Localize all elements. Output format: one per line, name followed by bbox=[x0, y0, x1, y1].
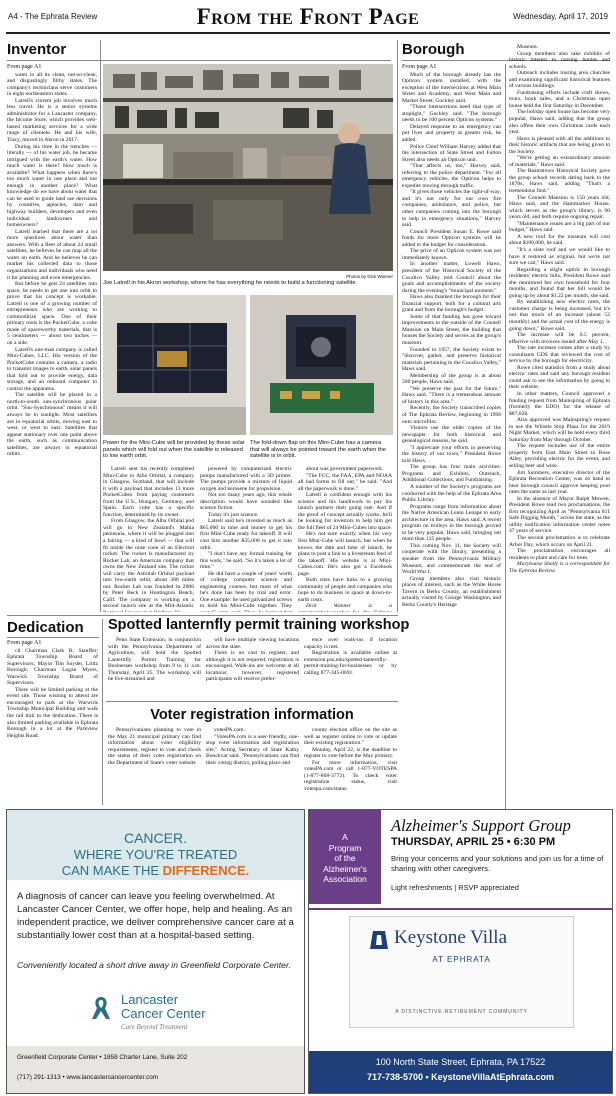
paragraph: The increase will be 0.5 percent, effective with invoices issued after May 1. bbox=[509, 332, 610, 345]
paragraph: votesPA.com. bbox=[214, 727, 245, 733]
badge-line: Program bbox=[328, 842, 362, 853]
ad-headline-1: CANCER. bbox=[123, 830, 187, 846]
paragraph: Visitors use the older copies of the newspaper for both historical and genealogical reasons, he said. bbox=[402, 425, 501, 445]
paragraph: Penn State Extension, in conjunction with the Pennsylvania Department of Agriculture, will hold the Spotted Lanternfly Permit Training for Businesses workshop from 9 to 11 a.m. Thursday, April 25. The workshop will be live-streamed and bbox=[108, 637, 201, 683]
paragraph: Jim Summers, executive director of the Ephrata Recreation Center, was on hand to hear borough council approve keeping pool rates the same as last year. bbox=[509, 469, 610, 496]
paragraph: powered by computerized electric pumps manufactured with a 3D printer. The pumps provide a mixture of liquid oxygen and kerosene for propulsion. bbox=[200, 466, 292, 492]
column-divider bbox=[102, 619, 103, 805]
paragraph: "It gives those vehicles the right-of-way, and it's not only for our own fire companies, ambulance, and police, but other companies coming into the borough to help in emergency situations," Harvey said. bbox=[402, 189, 501, 229]
program-badge-text bbox=[309, 832, 381, 885]
paragraph: cil Chairman Clark R. Stauffer; Ephrata Township Board of Supervisors; Mayor Tim Snyder, Lititz Borough; Chairman Logan Myers, Warwick Township Board of Supervisors. bbox=[7, 647, 98, 687]
paragraph: Registration is available online at extension.psu.edu/spotted-lanternfly-permit-training-for-businesses or by calling 877-345-0691. bbox=[304, 650, 397, 676]
paragraph: The group has four main activities: Programs and Exhibits, Outreach, Additional Collections, and Fundraising. bbox=[402, 464, 501, 484]
paragraph: Membership of the group is at about 500 people, Haws said. bbox=[402, 372, 501, 386]
inventor-column-3 bbox=[200, 466, 292, 612]
support-group-title: Alzheimer's Support Group bbox=[391, 816, 571, 835]
paragraph: The Reamstown Historical Society gave the group school records dating back to the 1870s, Haws said, adding "That's a tremendous find." bbox=[509, 168, 610, 195]
dedication-body bbox=[7, 640, 98, 800]
paragraph: Council President Susan E. Rowe said funds for more Opticon systems will be added to the budget for consideration. bbox=[402, 228, 501, 248]
column-divider bbox=[505, 64, 506, 888]
paragraph: But before he gets 24 satellites into space, he needs to get one into orbit to prove that his concept is workable. Latrell is one of a growing number of entrepreneurs who are working to commoditize space. One of their primary tools is the PocketCube, a cube made of spaceworthy materials, that is 5 centimeters — about two inches — on a side. bbox=[7, 281, 97, 346]
paragraph: By establishing new electric rates, the customer charge is being increased, but it's not that much of an increase (about 52 monthly) and the actual cost of the energy is going down," Rowe said. bbox=[509, 299, 610, 332]
keystone-villa-location: AT EPHRATA bbox=[432, 955, 491, 964]
keystone-icon bbox=[368, 929, 390, 951]
paragraph: The price of an Opticon system was not immediately known. bbox=[402, 248, 501, 261]
paragraph: Delayed response to an emergency can put lives and property at greater risk, he added. bbox=[402, 123, 501, 144]
paragraph: "I appreciate your efforts in preserving the history of our town," President Rowe told Haws. bbox=[402, 444, 501, 464]
ribbon-icon bbox=[87, 994, 115, 1022]
paragraph: Group members also visit historic places of interest, such as the White Horse Tavern in Berks County, an establishment actually visited by George Washington, and Berks County's Heritage bbox=[402, 575, 501, 608]
paragraph: will have multiple viewing locations across the state. bbox=[206, 637, 299, 650]
paragraph: During his time in the trenches — literally — of his water job, he became intrigued with the earth's water. How much water is there? How much is available? What happens when there's too much water in one place and not enough in another place? What knowledge do we have about water that can be used to guide land use decisions by countries, agencies, dam and highway builders, developers and even individual landowners and homeowners? bbox=[7, 143, 97, 229]
paragraph: Recently, the Society transcribed copies of The Ephrata Review, beginning in 1998 onto microfilm. bbox=[402, 405, 501, 425]
mini-cube-photo bbox=[250, 295, 393, 435]
paragraph: There is no cost to register, and although it is not required, registration is encouraged. Walk-ins are welcome at all locations; however, registered participants will receive prefer- bbox=[206, 650, 299, 683]
ad-headline-2: WHERE YOU'RE TREATED bbox=[73, 847, 238, 862]
paragraph: Latrell sent his recently completed Mini-Cube to Alba Orbital, a company in Glasgow, Scotland, that will include it with a payload that includes 13 more PocketCubes from paying customers from the U.S., Hungary, Germany, and Spain. Each cube has a specific function, determined by its owner. bbox=[103, 466, 194, 518]
paragraph: A new roof for the museum will cost about $100,000, he said. bbox=[509, 233, 610, 247]
badge-line: A bbox=[342, 832, 348, 842]
paragraph: Haws is pleased with all the additions to their historic artifacts that are being given to the Society. bbox=[509, 135, 610, 155]
logo-name-2: Cancer Center bbox=[121, 1006, 206, 1021]
paragraph: Also approved was Mainspring's request to use the Whistle Stop Plaza for the 2019 Night Market, which will be held every third Saturday from May through October. bbox=[509, 417, 610, 443]
paragraph: The rate increase comes after a study by consultants GDS that reviewed the cost of service by the borough for electricity. bbox=[509, 345, 610, 365]
keystone-villa-logo bbox=[349, 916, 574, 1028]
inventor-column-4 bbox=[298, 466, 392, 612]
workshop-photo bbox=[103, 64, 393, 271]
alzheimers-support-ad[interactable] bbox=[308, 809, 613, 1094]
badge-line: of the bbox=[334, 853, 356, 863]
paragraph: "Those intersections need that type of stoplight," Gockley said. "The borough needs to be 100 percent Opticon systems." bbox=[402, 104, 501, 124]
ad-contact[interactable]: 717-738-5700 • KeystoneVillaAtEphrata.com bbox=[366, 1072, 555, 1082]
paragraph: Latrell learned that there are a lot more questions about water than answers. With a fleet of about 24 small satellites, he believes he can map all the water on earth. And he believes he can market his collected data to those organizations and individuals who need it for planning and even emergencies. bbox=[7, 228, 97, 281]
divider bbox=[7, 60, 391, 61]
paragraph: Both sites have links to a growing community of people and companies who hope to do business in space at down-to-earth costs. bbox=[298, 577, 392, 603]
paragraph: Regarding a slight uptick in borough residents' electric bills, President Rowe said she monitored her own household for four months, and found that her bill would be going up by about $1.22 per month, she said. bbox=[509, 266, 610, 299]
paragraph: A number of the Society's programs are conducted with the help of the Ephrata Area Public Library. bbox=[402, 484, 501, 504]
ad-address: Greenfield Corporate Center • 1858 Charter Lane, Suite 202 bbox=[17, 1054, 188, 1061]
inventor-headline: Inventor bbox=[7, 41, 67, 58]
lanternfly-column-3 bbox=[304, 637, 397, 697]
paragraph: The holiday open house has become very popular, Haws said, adding that the group also offers their own Christmas cards each year. bbox=[509, 109, 610, 136]
paragraph: Rowe cited statistics from a study about electric rates and said any borough resident could ask to see the information by going to their website. bbox=[509, 364, 610, 391]
column-divider bbox=[100, 40, 101, 612]
ad-headline-3b: DIFFERENCE. bbox=[162, 863, 250, 878]
paragraph: Haws also thanked the borough for their financial support, both for a cultural arts grant and from the borough's budget. bbox=[402, 294, 501, 314]
paragraph: Latrell's current job involves much less travel. He is a senior systems administrator for a Lancaster company, the Income Store, which provides web-based marketing services for a wide range of clientele. He and his wife, Tracy, moved to Akron in 2017. bbox=[7, 97, 97, 144]
paragraph: For more information, visit votesPA.com or call 1-877-VOTESPA (1-877-868-3772). To check voter registration status, visit votespa.com/status. bbox=[304, 759, 397, 792]
paragraph: The second proclamation is to celebrate Arbor Day, which occurs on April 21. bbox=[509, 535, 610, 548]
photo-credit: Photos by Dick Wanner bbox=[346, 274, 393, 279]
column-divider bbox=[397, 40, 398, 612]
voter-headline: Voter registration information bbox=[150, 707, 354, 723]
paragraph: Outreach includes touring area churches and examining significant historical features of various buildings. bbox=[509, 70, 610, 90]
cancer-center-ad[interactable] bbox=[6, 809, 305, 1094]
ad-body: A diagnosis of cancer can leave you feeling overwhelmed. At Lancaster Cancer Center, we offer hope, help and healing. As an independent practice, we deliver comprehensive cancer care at a substantially lower cost than at a hospital-based setting. bbox=[17, 891, 294, 941]
page-label: A4 - The Ephrata Review bbox=[8, 12, 98, 21]
paragraph: "It's a slate roof and we would like to have it restored as original, but we're not sure we can," Haws said. bbox=[509, 246, 610, 267]
paragraph: Programs range from information about the Native American Lenni Lenape to early architecture in the area, Haws said. A recent program on trolleys in the borough proved to be very popular, Haws said, bringing out more than 125 people. bbox=[402, 503, 501, 543]
paragraph: Group members also take exhibits of historic interest to nursing homes and schools. bbox=[509, 50, 610, 70]
inventor-byline: From page A1 bbox=[7, 64, 42, 70]
borough-headline: Borough bbox=[402, 41, 465, 58]
paragraph: ence over walk-ins if location capacity is met. bbox=[304, 637, 397, 650]
paragraph: "We preserve the past for the future," Haws said. "There is a tremendous amount of history in this area." bbox=[402, 385, 501, 405]
issue-date: Wednesday, April 17, 2019 bbox=[513, 12, 608, 21]
paragraph: He did have a couple of years' worth of college computer science and engineering courses, but most of what he's done has been by trial and error. One example: he used galvanized screws to hold his Mini-Cube together. They bbox=[200, 570, 292, 610]
logo-sub: Care Beyond Treatment bbox=[121, 1023, 188, 1031]
paragraph: In another matter, Lowell Haws, president of the Historical Society of the Cocalico Valley told Council about the goals and accomplishments of the society during the evening's "municipal moment." bbox=[402, 261, 501, 294]
paragraph: "VotesPA.com is a user-friendly, one-stop voter information and registration site," Acting Secretary of State Kathy Boockvar said. "Pennsylvanians can find their voting district, polling place and bbox=[206, 733, 299, 766]
lanternfly-headline: Spotted lanternfly permit training workshop bbox=[108, 617, 410, 633]
dedication-headline: Dedication bbox=[7, 619, 84, 636]
paragraph: In the absence of Mayor Ralph Mowen, President Rowe read two proclamations, the first recognizing April as "Pennsylvania 811 Safe Digging Month," across the state, as the utility notification information center notes 47 years of service. bbox=[509, 495, 610, 535]
paragraph: This coming Nov. 11, the Society will cooperate with the library, presenting a speaker from the Pennsylvania Military Museum, and commemorate the end of World War I. bbox=[402, 542, 501, 576]
photo-caption: Joe Latrell in his Akron workshop, where he has everything he needs to build a functioning satellite. bbox=[103, 280, 358, 286]
paragraph: Latrell's one-man company is called Mini-Cubes, LLC. His version of the PocketCube contains a camera, a radio to transmit images to earth, solar panels that fold out to provide energy, data storage, and an onboard computer to control the apparatus. bbox=[7, 346, 97, 392]
event-date: THURSDAY, APRIL 25 • 6:30 PM bbox=[391, 836, 556, 848]
paragraph: Founded in 1957, the Society exists to "discover, gather, and preserve historical materials pertaining to the Cocalico Valley," Haws said. bbox=[402, 346, 501, 373]
mini-cube-caption: The fold-down flap on this Mini-Cube has a camera that will always be pointed toward the earth when the satellite is in orbit. bbox=[250, 440, 386, 460]
borough-byline: From page A1 bbox=[402, 64, 437, 70]
lanternfly-column-2 bbox=[206, 637, 299, 697]
ad-tagline: Conveniently located a short drive away in Greenfield Corporate Center. bbox=[17, 960, 291, 970]
divider bbox=[309, 908, 612, 910]
inventor-column-2 bbox=[103, 466, 194, 612]
logo-name-1: Lancaster bbox=[121, 992, 179, 1007]
paragraph: He's not sure exactly when his very first Mini-Cube will launch, but when he knows the date and time of launch, he plans to post a link to a livestream feed of the takeoff. His website is at Mini-Cubes.com. He's also got a Facebook page. bbox=[298, 531, 392, 577]
paragraph: From Glasgow, the Alba Orbital pod will go to New Zealand's Mahia peninsula, where it will be plugged into a fairing — a kind of bowl — that will fit inside the nose cone of an Electron rocket. The rocket is manufactured by Rocket Lab, an American company that owns the New Zealand site. The rocket will carry the Astrolab Orbital payload into low-earth orbit, about 300 miles out. Rocket Lab was founded in 2006 by Peter Beck in Huntington Beach, Calif. The company is working on a second launch site at the Mid-Atlantic bbox=[103, 518, 194, 610]
divider bbox=[7, 637, 99, 638]
paragraph: Latrell said he's invested as much as $65,000 in time and money to get his first Mini-Cube ready for takeoff. It will cost him another $35,000 to get it into orbit. bbox=[200, 518, 292, 551]
keystone-villa-tagline: A DISTINCTIVE RETIREMENT COMMUNITY bbox=[395, 1009, 528, 1015]
paragraph: "I don't have any formal training for this work," he said. "So it's taken a lot of time." bbox=[200, 551, 292, 571]
ad-contact[interactable]: (717) 291-1313 • www.lancastercancercenter.com bbox=[17, 1074, 159, 1081]
author-note: Marylouise Sholly is a correspondent for The Ephrata Review. bbox=[509, 561, 610, 574]
paragraph: Much of the borough already has the Opticon system installed, with the exception of the intersections at West Main Street and Academy, and West Main and Market Street, Gockley said. bbox=[402, 71, 501, 104]
ad-headline-3 bbox=[7, 863, 304, 878]
borough-column-1 bbox=[402, 64, 501, 888]
borough-column-2 bbox=[509, 44, 610, 888]
author-note: Dick Wanner is a bbox=[306, 603, 392, 610]
divider bbox=[7, 615, 398, 616]
paragraph: The request includes use of the entire property from East Main Street to Rose Alley, providing electric for the event, and selling beer and wine. bbox=[509, 443, 610, 469]
refreshments-note: Light refreshments | RSVP appreciated bbox=[391, 883, 519, 892]
divider bbox=[106, 701, 398, 702]
section-title: From the Front Page bbox=[196, 4, 420, 29]
paragraph: about was government paperwork. bbox=[306, 466, 384, 472]
solar-panel-photo bbox=[103, 295, 246, 435]
voter-column-3 bbox=[304, 727, 397, 801]
paragraph: In other matters, Council approved a funding request from Mainspring of Ephrata (formerly the EDO) for the release of $87,028. bbox=[509, 390, 610, 417]
paragraph: The proclamation encourages all residents to plant and care for trees. bbox=[509, 548, 610, 561]
paragraph: The satellite will be placed in a north-to-south sun-synchronous polar orbit. "Sun-Synchronous" means it will always be in sunlight. Most satellites are in equatorial orbits, moving east to west, or west to east. Satellites that appear stationary over one point above the earth, such as communication satellites, are always in equatorial orbits. bbox=[7, 392, 97, 458]
paragraph: Latrell is confident enough with his science and his handiwork to pay his launch partners their going rate. And if the proof of concept actually works, he'll be looking for investors to help him get the full fleet of 24 Mini-Cubes into space. bbox=[298, 492, 392, 531]
ad-address: 100 North State Street, Ephrata, PA 17522 bbox=[375, 1057, 546, 1067]
paragraph: county election office on the site as well as register online to vote or update their existing registration." bbox=[304, 727, 397, 747]
solar-panel-caption: Power for the Mini-Cube will be provided by these solar panels which will fold out when the satellite is released to low earth orbit. bbox=[103, 440, 245, 460]
badge-line: Alzheimer's bbox=[323, 863, 367, 874]
header-rule bbox=[6, 32, 610, 34]
dedication-byline: From page A1 bbox=[7, 640, 42, 646]
badge-line: Association bbox=[323, 874, 367, 884]
paragraph: Fundraising efforts include craft shows, tours, book sales, and a Christmas open house held the first Saturday in December. bbox=[509, 89, 610, 109]
keystone-villa-name: Keystone Villa bbox=[394, 927, 508, 948]
paragraph: "We're getting an extraordinary amount of materials," Haws said. bbox=[509, 155, 610, 168]
event-description: Bring your concerns and your solutions and join us for a time of sharing with other caregivers. bbox=[391, 854, 604, 873]
ad-headline-3a: CAN MAKE THE bbox=[61, 863, 163, 878]
inventor-column-1 bbox=[7, 64, 97, 612]
paragraph: "That affects us, too," Harvey said, referring to the police department. "For all emergency vehicles, the Opticon helps to expedite moving through traffic. bbox=[402, 163, 501, 189]
paragraph: Not too many years ago, this whole description would have sounded like science fiction. bbox=[200, 492, 292, 512]
paragraph: Today it's just science. bbox=[208, 511, 259, 518]
paragraph: Monday, April 22, is the deadline to register to vote before the May primary. bbox=[304, 746, 397, 760]
lanternfly-column-1 bbox=[108, 637, 201, 697]
paragraph: There will be limited parking at the event site. Those wishing to attend are encouraged to park at the Warwick Township Municipal Building and walk the rail trail to the dedication. There is also limited parking available in Ephrata Borough in a lot at the Parkview Heights Road. bbox=[7, 686, 98, 739]
paragraph: Some of that funding has gone toward improvements to the outside of the Connell Mansion on Main Street, the building that houses the Society and serves as the group's museum. bbox=[402, 313, 501, 346]
paragraph: Museum. bbox=[517, 44, 538, 50]
paragraph: water in all its clean, not-so-clean, and disgustingly filthy states. The company's technicians serve customers in eight northeastern states. bbox=[7, 71, 97, 98]
voter-column-1 bbox=[108, 727, 201, 801]
voter-column-2 bbox=[206, 727, 299, 801]
paragraph: "Maintenance issues are a big part of our budget," Haws said. bbox=[509, 220, 610, 234]
paragraph: Pennsylvanians planning to vote in the May 21 municipal primary can find information about voter eligibility requirements, register to vote and check the status of their voter registration on the Department of State's voter website bbox=[108, 727, 201, 766]
paragraph: "The FCC, the FAA, EPA and NOAA all had forms to fill out," he said. "And all the paperwork is done." bbox=[298, 472, 392, 492]
paragraph: The Connell Mansion is 150 years old, Haws said, and the Hammacker House, which serves as the group's library, is 90 years old, and both require ongoing repair. bbox=[509, 194, 610, 221]
paragraph: Police Chief William Harvey added that the intersection of State Street and Fulton Street also needs an Opticon unit. bbox=[402, 143, 501, 163]
